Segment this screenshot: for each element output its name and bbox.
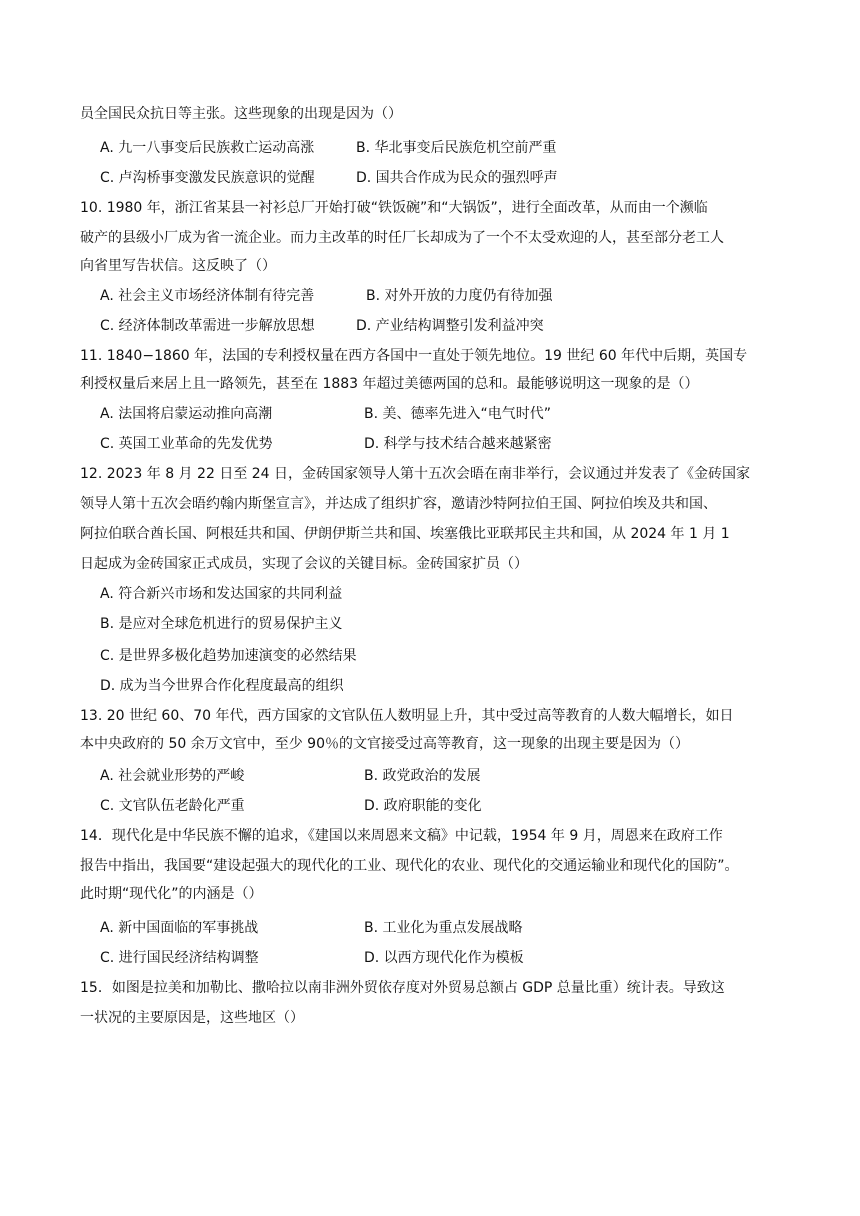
q15-stem-line: 15．如图是拉美和加勒比、撒哈拉以南非洲外贸依存度对外贸易总额占 GDP 总量比重）统计表。导致这: [80, 980, 725, 996]
q13-option-c: C. 文官队伍老龄化严重: [100, 798, 245, 814]
q10-stem-line: 10. 1980 年，浙江省某县一衬衫总厂开始打破“铁饭碗”和“大锅饭”，进行全面改革，从而由一个濒临: [80, 200, 708, 216]
q11-option-c: C. 英国工业革命的先发优势: [100, 436, 273, 452]
q10-option-b: B. 对外开放的力度仍有待加强: [366, 288, 553, 304]
q14-stem-line: 此时期“现代化”的内涵是（）: [80, 886, 263, 902]
q11-option-a: A. 法国将启蒙运动推向高潮: [100, 406, 273, 422]
q14-stem-line: 报告中指出，我国要“建设起强大的现代化的工业、现代化的农业、现代化的交通运输业和现代化的国防”。: [80, 858, 739, 874]
q13-stem-line: 本中央政府的 50 余万文官中，至少 90％的文官接受过高等教育，这一现象的出现主要是因为（）: [80, 736, 689, 752]
q13-option-d: D. 政府职能的变化: [364, 798, 482, 814]
q12-option-b: B. 是应对全球危机进行的贸易保护主义: [100, 616, 343, 632]
q13-stem-line: 13. 20 世纪 60、70 年代，西方国家的文官队伍人数明显上升，其中受过高等教育的人数大幅增长，如日: [80, 708, 734, 724]
q10-option-c: C. 经济体制改革需进一步解放思想: [100, 318, 315, 334]
q12-stem-line: 12. 2023 年 8 月 22 日至 24 日，金砖国家领导人第十五次会晤在南非举行，会议通过并发表了《金砖国家: [80, 466, 751, 482]
q9-option-b: B. 华北事变后民族危机空前严重: [356, 140, 557, 156]
q14-stem-line: 14．现代化是中华民族不懈的追求，《建国以来周恩来文稿》中记载，1954 年 9 月，周恩来在政府工作: [80, 828, 723, 844]
q10-stem-line: 向省里写告状信。这反映了（）: [80, 258, 276, 274]
q13-option-a: A. 社会就业形势的严峻: [100, 768, 245, 784]
q12-stem-line: 阿拉伯联合酋长国、阿根廷共和国、伊朗伊斯兰共和国、埃塞俄比亚联邦民主共和国，从 2024 年 1 月 1: [80, 526, 730, 542]
q12-option-d: D. 成为当今世界合作化程度最高的组织: [100, 678, 344, 694]
q14-option-c: C. 进行国民经济结构调整: [100, 950, 259, 966]
q10-stem-line: 破产的县级小厂成为省一流企业。而力主改革的时任厂长却成为了一个不太受欢迎的人，甚至部分老工人: [80, 230, 724, 246]
q15-stem-line: 一状况的主要原因是，这些地区（）: [80, 1010, 304, 1026]
q11-option-d: D. 科学与技术结合越来越紧密: [364, 436, 552, 452]
q9-stem-tail: 员全国民众抗日等主张。这些现象的出现是因为（）: [80, 106, 402, 122]
q10-option-a: A. 社会主义市场经济体制有待完善: [100, 288, 315, 304]
q9-option-a: A. 九一八事变后民族救亡运动高涨: [100, 140, 315, 156]
q12-stem-line: 领导人第十五次会晤约翰内斯堡宣言》，并达成了组织扩容，邀请沙特阿拉伯王国、阿拉伯埃及共和国、: [80, 496, 717, 512]
q11-stem-line: 利授权量后来居上且一路领先，甚至在 1883 年超过美德两国的总和。最能够说明这一现象的是（）: [80, 376, 699, 392]
q12-option-a: A. 符合新兴市场和发达国家的共同利益: [100, 586, 343, 602]
q14-option-d: D. 以西方现代化作为模板: [364, 950, 524, 966]
q12-stem-line: 日起成为金砖国家正式成员，实现了会议的关键目标。金砖国家扩员（）: [80, 556, 528, 572]
q13-option-b: B. 政党政治的发展: [364, 768, 481, 784]
q10-option-d: D. 产业结构调整引发利益冲突: [356, 318, 544, 334]
q9-option-c: C. 卢沟桥事变激发民族意识的觉醒: [100, 170, 315, 186]
q9-option-d: D. 国共合作成为民众的强烈呼声: [356, 170, 558, 186]
q11-option-b: B. 美、德率先进入“电气时代”: [364, 406, 552, 422]
q12-option-c: C. 是世界多极化趋势加速演变的必然结果: [100, 648, 357, 664]
q11-stem-line: 11. 1840−1860 年，法国的专利授权量在西方各国中一直处于领先地位。19 世纪 60 年代中后期，英国专: [80, 348, 748, 364]
q14-option-a: A. 新中国面临的军事挑战: [100, 920, 259, 936]
q14-option-b: B. 工业化为重点发展战略: [364, 920, 523, 936]
